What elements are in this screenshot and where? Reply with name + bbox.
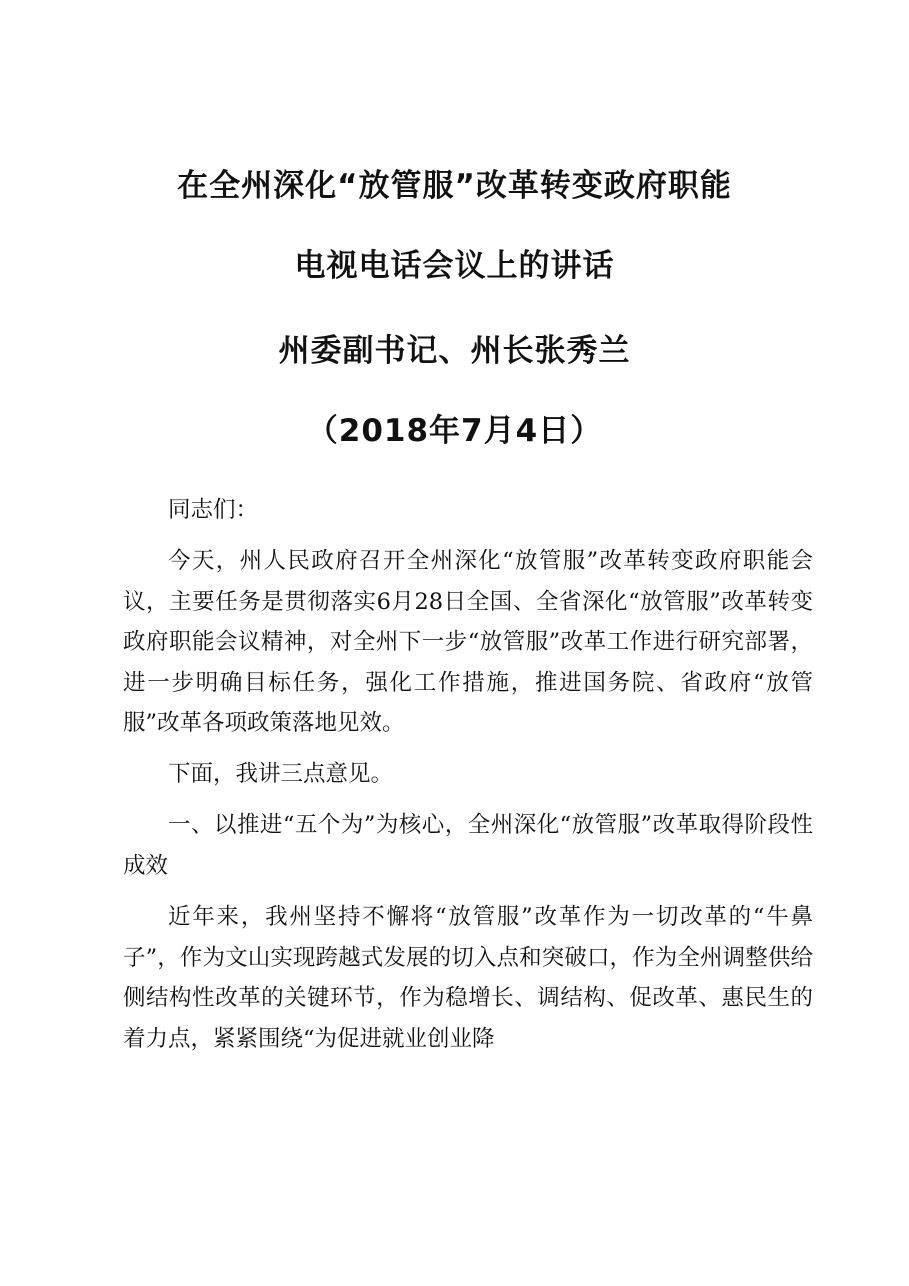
paragraph-section-1: 近年来，我州坚持不懈将“放管服”改革作为一切改革的“牛鼻子”，作为文山实现跨越式发展的切入点和突破口，作为全州调整供给侧结构性改革的关键环节，作为稳增长、调结构、促改革、惠民生的着力点，紧紧围绕“为促进就业创业降 — [123, 903, 813, 1052]
document-title-line-1: 在全州深化“放管服”改革转变政府职能 — [177, 168, 732, 204]
paragraph-outline: 下面，我讲三点意见。 — [168, 761, 394, 788]
document-body — [123, 490, 813, 1059]
paragraph-intro: 今天，州人民政府召开全州深化“放管服”改革转变政府职能会议，主要任务是贯彻落实6月28日全国、全省深化“放管服”改革转变政府职能会议精神，对全州下一步“放管服”改革工作进行研究部署，进一步明确目标任务，强化工作措施，推进国务院、省政府“放管服”改革各项政策落地见效。 — [123, 547, 813, 737]
speaker-line: 州委副书记、州长张秀兰 — [278, 333, 631, 369]
document-title-line-2: 电视电话会议上的讲话 — [294, 248, 615, 284]
date-line: （2018年7月4日） — [306, 413, 603, 449]
salutation: 同志们： — [168, 497, 259, 523]
section-heading-1: 一、以推进“五个为”为核心，全州深化“放管服”改革取得阶段性成效 — [123, 812, 813, 879]
